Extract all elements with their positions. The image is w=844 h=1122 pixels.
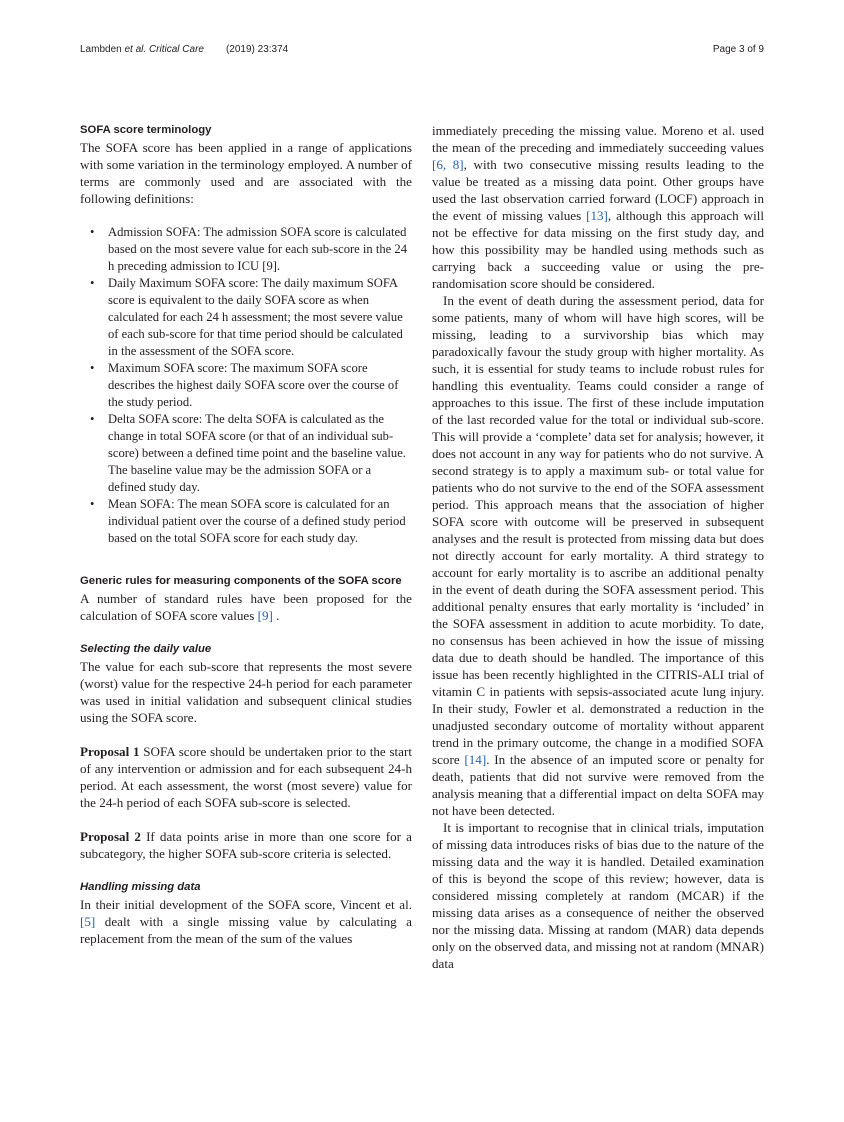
heading-selecting-daily-value: Selecting the daily value	[80, 643, 212, 655]
definition-text: Delta SOFA score: The delta SOFA is calculated as the change in total SOFA score (or that of an individual sub-score) between a defined time point and the baseline value. The baseline value may be the admission SOFA or a defined study day.	[108, 412, 406, 494]
paragraph-imputation-bias: It is important to recognise that in clinical trials, imputation of missing data introduces risks of bias due to the nature of the missing data and the way it is handled. Detailed examination of this is beyond the scope of this review; however, data is considered missing completely at random (MCAR) if the missing data arises as a consequence of neither the observed nor the missing data. Missing at random (MAR) data depends only on the observed data, and missing not at random (MNAR) data	[432, 820, 764, 971]
heading-sofa-terminology: SOFA score terminology	[80, 124, 212, 136]
definition-daily-maximum-sofa	[80, 275, 412, 360]
definition-text: Admission SOFA: The admission SOFA score is calculated based on the most severe value for each sub-score in the 24 h preceding admission to ICU [9].	[108, 225, 407, 273]
paragraph-death-during-assessment: In the event of death during the assessment period, data for some patients, many of whom will have high scores, will be missing, leading to a survivorship bias which may paradoxically favour the study group with higher mortality. As such, it is essential for study teams to include robust rules for handling this eventuality. Teams could consider a range of approaches to this issue. The first of these include imputation of the last recorded value for the total or individual sub-score. This will provide a ‘complete’ data set for analysis; however, it does not account in any way for patients who do not survive. A second strategy is to apply a maximum sub- or total value for patients who do not survive to the end of the SOFA assessment period. This approach means that the association of higher SOFA score with outcome will be preserved in subsequent analyses and the result is protected from missing data but does not directly account for early mortality. A third strategy to account for early mortality is to ascribe an additional penalty in the event of death during the SOFA assessment period. This additional penalty ensures that early mortality is ‘included’ in the SOFA assessment in addition to acute morbidity. To date, no consensus has been achieved in how the issue of missing data due to death should be handled. The importance of this issue has been recently highlighted in the CITRIS-ALI trial of vitamin C in patients with sepsis-associated acute lung injury. In their study, Fowler et al. demonstrated a reduction in the unadjusted secondary outcome of mortality without apparent trend in the primary outcome, the change in a modified SOFA score [14]. In the absence of an imputed score or penalty for death, patients that did not survive were removed from the analysis meaning that a differential impact on delta SOFA may not have been detected.	[432, 293, 764, 818]
definition-maximum-sofa	[80, 360, 412, 411]
bullet-icon: •	[90, 497, 95, 511]
proposal-1: Proposal 1 SOFA score should be undertaken prior to the start of any intervention or admission and for each subsequent 24-h period. At each assessment, the worst (most severe) value for the 24-h period of each SOFA sub-score is selected.	[80, 744, 412, 810]
right-column	[432, 122, 764, 972]
page-number: Page 3 of 9	[712, 44, 764, 55]
citation-link[interactable]: [6, 8]	[432, 157, 464, 172]
header-journal: Critical Care	[148, 44, 204, 55]
citation-link[interactable]: [14]	[464, 752, 487, 767]
proposal-1-label: Proposal 1	[80, 744, 140, 759]
definition-mean-sofa	[80, 496, 412, 547]
definition-text: Mean SOFA: The mean SOFA score is calculated for an individual patient over the course of a defined study period based on the total SOFA score for each study day.	[108, 497, 406, 545]
paragraph-terminology: The SOFA score has been applied in a range of applications with some variation in the terminology employed. A number of terms are commonly used and are associated with the following definitions:	[80, 140, 412, 206]
citation-link[interactable]: [5]	[80, 914, 96, 929]
paragraph-generic-rules: A number of standard rules have been proposed for the calculation of SOFA score values [9] .	[80, 591, 412, 623]
header-citation	[80, 44, 288, 55]
definition-delta-sofa	[80, 411, 412, 496]
proposal-2: Proposal 2 If data points arise in more than one score for a subcategory, the higher SOFA sub-score criteria is selected.	[80, 829, 412, 861]
paragraph-missing-continued: immediately preceding the missing value. Moreno et al. used the mean of the preceding and immediately succeeding values [6, 8], with two consecutive missing results leading to the value be treated as a missing data point. Other groups have used the last observation carried forward (LOCF) approach in the event of missing values [13], although this approach will not be effective for data missing on the first study day, and how this possibility may be handled using methods such as carrying back a succeeding value or using the pre-randomisation score should be considered.	[432, 123, 764, 291]
header-etal: et al.	[124, 44, 147, 55]
heading-generic-rules: Generic rules for measuring components of the SOFA score	[80, 575, 402, 587]
citation-link[interactable]: [9]	[257, 608, 273, 623]
heading-handling-missing-data: Handling missing data	[80, 881, 201, 893]
bullet-icon: •	[90, 361, 95, 375]
left-column	[80, 122, 412, 947]
definition-text: Daily Maximum SOFA score: The daily maximum SOFA score is equivalent to the daily SOFA score as when calculated for each 24 h assessment; the most severe value of each sub-score for that time period should be calculated in the assessment of the SOFA score.	[108, 276, 403, 358]
paragraph-handling-missing-data: In their initial development of the SOFA score, Vincent et al. [5] dealt with a single missing value by calculating a replacement from the mean of the sum of the values	[80, 897, 412, 946]
paragraph-selecting-daily-value: The value for each sub-score that represents the most severe (worst) value for the respective 24-h period for each parameter was used in initial validation and subsequent clinical studies using the SOFA score.	[80, 659, 412, 725]
header-year-volume: (2019) 23:374	[225, 44, 289, 55]
running-header	[80, 44, 764, 60]
proposal-2-label: Proposal 2	[80, 829, 141, 844]
citation-link[interactable]: [13]	[586, 208, 608, 223]
bullet-icon: •	[90, 225, 95, 239]
definition-text: Maximum SOFA score: The maximum SOFA score describes the highest daily SOFA score over the course of the study period.	[108, 361, 399, 409]
definition-admission-sofa	[80, 224, 412, 275]
header-authors: Lambden	[80, 44, 125, 55]
bullet-icon: •	[90, 412, 95, 426]
bullet-icon: •	[90, 276, 95, 290]
definitions-list	[80, 224, 412, 547]
